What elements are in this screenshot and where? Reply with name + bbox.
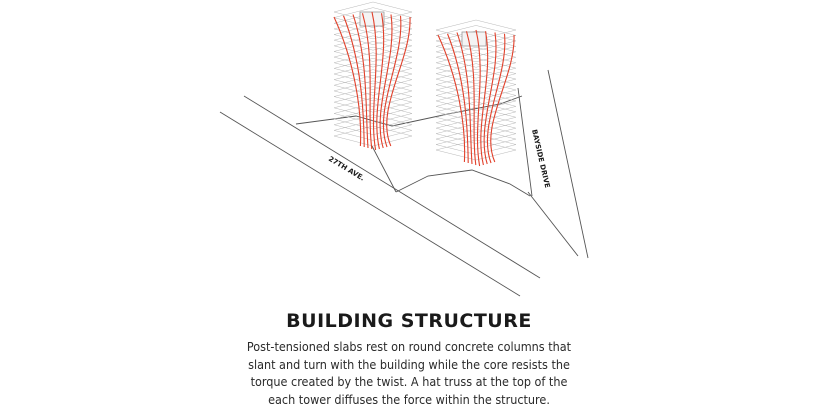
- lot-outline: [296, 96, 522, 126]
- avenue-label: 27TH AVE.: [327, 155, 366, 183]
- drive-label: BAYSIDE DRIVE: [530, 129, 551, 189]
- floor-plate: [436, 118, 516, 138]
- caption: [0, 308, 818, 408]
- east-tower: [436, 20, 516, 166]
- caption-body: [0, 338, 818, 408]
- caption-line: torque created by the twist. A hat truss at the top of the: [0, 373, 818, 391]
- floor-plate: [436, 80, 516, 100]
- structural-column: [448, 34, 469, 163]
- floor-plate: [436, 124, 516, 144]
- floor-plate: [436, 129, 516, 149]
- west-tower: [334, 2, 412, 150]
- caption-line: Post-tensioned slabs rest on round concrete columns that: [0, 338, 818, 356]
- floor-plate: [436, 96, 516, 116]
- caption-title: BUILDING STRUCTURE: [0, 308, 818, 334]
- drive-edge-east: [548, 70, 588, 258]
- site-plan: [220, 70, 588, 296]
- floor-plate: [436, 107, 516, 127]
- lot-outline-south: [396, 170, 530, 196]
- lot-divider: [372, 146, 396, 192]
- floor-plate: [436, 58, 516, 78]
- east-tower-columns: [438, 30, 514, 166]
- drive-edge-west: [528, 192, 578, 256]
- caption-line: slant and turn with the building while the core resists the: [0, 356, 818, 374]
- drive-edge-inner: [518, 88, 532, 196]
- floor-plate: [436, 64, 516, 84]
- floor-plate: [436, 135, 516, 155]
- east-tower-core: [462, 32, 486, 46]
- structural-column: [334, 17, 361, 146]
- floor-plate: [436, 91, 516, 111]
- caption-line: each tower diffuses the force within the structure.: [0, 391, 818, 408]
- floor-plate: [436, 102, 516, 122]
- floor-plate: [436, 140, 516, 160]
- floor-plate: [436, 113, 516, 133]
